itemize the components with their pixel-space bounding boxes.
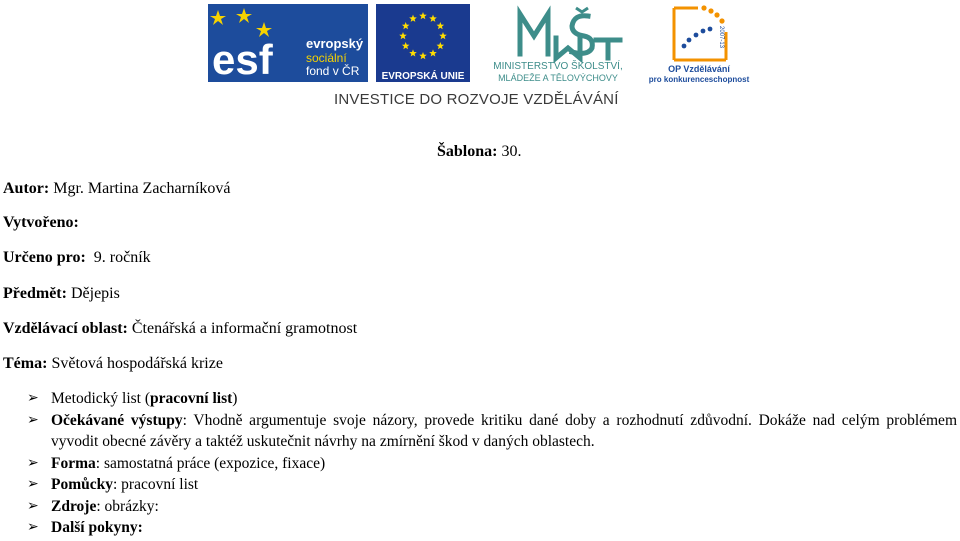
education-area-value: Čtenářská a informační gramotnost (131, 320, 358, 337)
expected-outcomes-label: Očekávané výstupy (51, 411, 183, 429)
subject-label: Předmět: (3, 285, 67, 302)
intended-for-value: 9. ročník (93, 249, 151, 266)
header-logos (0, 0, 960, 115)
list-item-expected-outcomes (27, 410, 957, 453)
intended-for-field (3, 249, 151, 267)
template-label: Šablona: (437, 143, 498, 160)
created-field (3, 214, 79, 232)
svg-text:2007-13: 2007-13 (718, 26, 724, 49)
eu-flag-logo (376, 4, 470, 82)
esf-logo (208, 4, 368, 82)
list-item-form (27, 453, 957, 475)
svg-text:OP Vzdělávání: OP Vzdělávání (668, 64, 730, 74)
op-vk-logo (646, 2, 752, 84)
svg-text:esf: esf (212, 36, 273, 82)
svg-text:fond v ČR: fond v ČR (306, 64, 360, 78)
svg-text:EVROPSKÁ UNIE: EVROPSKÁ UNIE (381, 71, 465, 82)
author-value: Mgr. Martina Zacharníková (53, 180, 231, 197)
author-field (3, 180, 231, 198)
author-label: Autor: (3, 180, 50, 197)
list-item-methodical-sheet (27, 388, 957, 410)
topic-field (3, 355, 223, 373)
svg-text:pro konkurenceschopnost: pro konkurenceschopnost (648, 75, 750, 84)
svg-text:MINISTERSTVO ŠKOLSTVÍ,: MINISTERSTVO ŠKOLSTVÍ, (493, 61, 623, 72)
education-area-field (3, 320, 357, 338)
intended-for-label: Určeno pro: (3, 249, 86, 266)
methodical-bold: pracovní list (150, 390, 233, 407)
svg-text:evropský: evropský (306, 36, 364, 51)
methodical-suffix: ) (232, 390, 238, 407)
methodical-prefix: Metodický list ( (51, 390, 151, 407)
arrow-bullet-icon: ➢ (27, 520, 39, 535)
arrow-bullet-icon: ➢ (27, 498, 39, 514)
sources-text: : obrázky: (96, 497, 159, 515)
sources-label: Zdroje (51, 497, 97, 515)
svg-text:sociální: sociální (306, 51, 347, 65)
subject-value: Dějepis (70, 285, 120, 302)
template-value: 30. (501, 143, 522, 160)
list-item-sources (27, 496, 957, 518)
arrow-bullet-icon: ➢ (27, 477, 39, 492)
svg-text:MLÁDEŽE A TĚLOVÝCHOVY: MLÁDEŽE A TĚLOVÝCHOVY (498, 73, 618, 83)
method-bullet-list (27, 388, 957, 539)
arrow-bullet-icon: ➢ (27, 412, 39, 428)
expected-outcomes-text: : Vhodně argumentuje svoje názory, provede kritiku dané doby a rozhodnutí zdůvodní. Dokáže nad celým problémem vyvodit obecné závěry a taktéž uskutečnit návrhy na zmírnění škod v daných oblastech. (51, 411, 957, 450)
created-label: Vytvořeno: (3, 214, 79, 231)
further-instructions-label: Další pokyny: (51, 519, 143, 536)
subject-field (3, 285, 120, 303)
msmt-logo (476, 4, 641, 84)
arrow-bullet-icon: ➢ (27, 455, 39, 471)
topic-label: Téma: (3, 355, 48, 372)
topic-value: Světová hospodářská krize (51, 355, 223, 372)
list-item-further-instructions (27, 517, 957, 539)
aids-label: Pomůcky (51, 476, 113, 493)
header-slogan: INVESTICE DO ROZVOJE VZDĚLÁVÁNÍ (334, 91, 619, 108)
template-number (437, 143, 521, 161)
list-item-aids (27, 474, 957, 496)
aids-text: : pracovní list (113, 476, 199, 493)
arrow-bullet-icon: ➢ (27, 391, 39, 406)
form-text: : samostatná práce (expozice, fixace) (95, 454, 326, 472)
education-area-label: Vzdělávací oblast: (3, 320, 128, 337)
form-label: Forma (51, 454, 96, 472)
